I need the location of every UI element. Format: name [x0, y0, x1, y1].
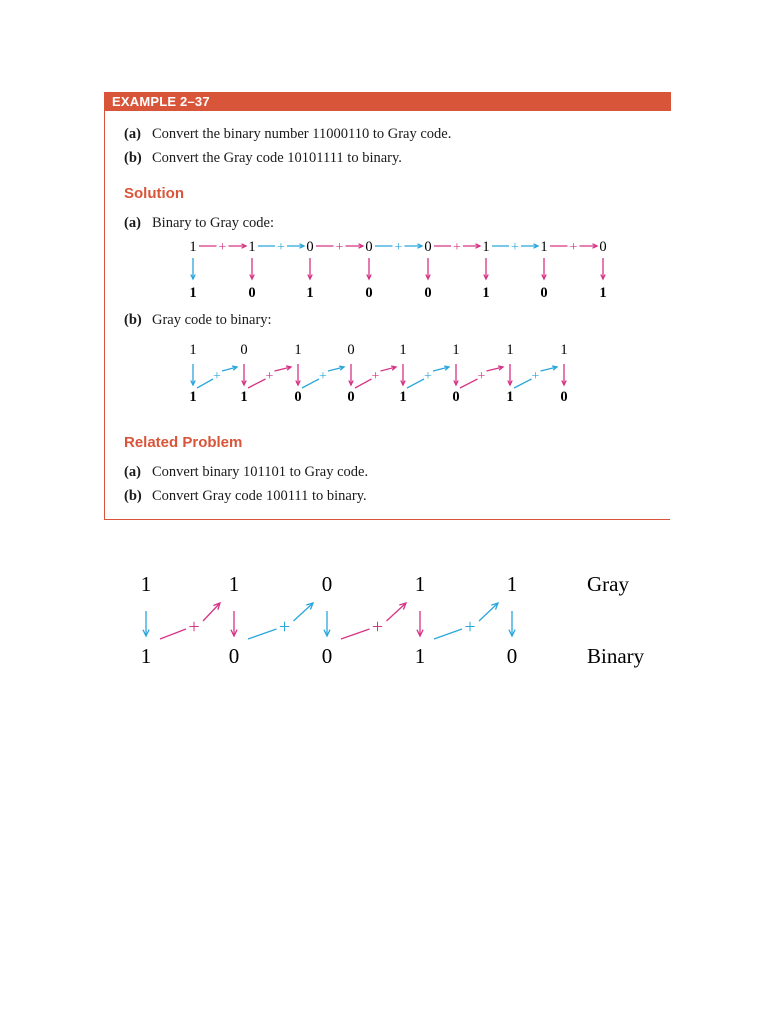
- binary-digit: 0: [452, 389, 460, 405]
- binary-digit: 1: [140, 644, 152, 668]
- binary-digit: 0: [424, 239, 432, 255]
- plus-sign: +: [453, 240, 461, 255]
- gray-digit: 1: [189, 342, 197, 358]
- plus-sign: +: [477, 369, 486, 384]
- binary-digit: 1: [540, 239, 548, 255]
- diag-line: [302, 379, 319, 388]
- diag-arrow: [387, 603, 407, 621]
- plus-sign: +: [277, 240, 285, 255]
- gray-digit: 1: [482, 285, 490, 300]
- part-a-text: Binary to Gray code:: [152, 215, 275, 231]
- diag-arrow: [479, 603, 498, 621]
- part-b-text: Gray code to binary:: [152, 312, 272, 328]
- diag-arrow: [203, 603, 220, 621]
- related-b: [124, 488, 367, 505]
- binary-digit: 0: [228, 644, 240, 668]
- part-b-label: [124, 312, 272, 329]
- gray-digit: 1: [506, 342, 514, 358]
- diag-line: [355, 379, 372, 388]
- binary-digit: 0: [599, 239, 607, 255]
- plus-sign: +: [511, 240, 519, 255]
- diag-line: [460, 379, 478, 388]
- diag-arrow: [294, 603, 314, 621]
- example-title: EXAMPLE 2–37: [105, 92, 671, 111]
- binary-digit: 1: [189, 239, 197, 255]
- binary-digit: 0: [560, 389, 568, 405]
- problem-a-text: Convert the binary number 11000110 to Gray code.: [152, 126, 452, 142]
- plus-sign: +: [278, 616, 291, 638]
- plus-sign: +: [569, 240, 578, 255]
- gray-digit: 1: [294, 342, 302, 358]
- binary-digit: 0: [365, 239, 373, 255]
- plus-sign: +: [319, 369, 327, 384]
- gray-digit: 1: [560, 342, 568, 358]
- gray-to-binary-figure: [120, 560, 680, 680]
- plus-sign: +: [265, 369, 274, 384]
- gray-digit: 0: [347, 342, 355, 358]
- binary-digit: 1: [399, 389, 407, 405]
- binary-digit: 1: [506, 389, 514, 405]
- binary-digit: 1: [248, 239, 256, 255]
- diag-line: [407, 379, 424, 388]
- plus-sign: +: [531, 369, 540, 384]
- gray-digit: 0: [240, 342, 248, 358]
- gray-label: Gray: [587, 572, 629, 596]
- plus-sign: +: [464, 616, 476, 638]
- gray-digit: 0: [321, 572, 333, 596]
- diag-line: [248, 379, 266, 388]
- diag-line: [514, 379, 532, 388]
- problem-a: [124, 126, 451, 143]
- gray-digit: 0: [248, 285, 256, 300]
- related-b-text: Convert Gray code 100111 to binary.: [152, 488, 367, 504]
- gray-digit: 0: [540, 285, 548, 300]
- diag-line: [341, 629, 370, 639]
- plus-sign: +: [424, 369, 432, 384]
- related-a: [124, 464, 368, 481]
- plus-sign: +: [394, 240, 403, 255]
- binary-digit: 0: [321, 644, 333, 668]
- binary-digit: 0: [294, 389, 302, 405]
- related-problem-heading: Related Problem: [124, 434, 243, 451]
- binary-digit: 1: [414, 644, 426, 668]
- part-a-tag: (a): [124, 215, 141, 231]
- gray-digit: 0: [365, 285, 373, 300]
- plus-sign: +: [213, 369, 221, 384]
- solution-heading: Solution: [124, 185, 184, 202]
- plus-sign: +: [218, 240, 227, 255]
- binary-digit: 0: [306, 239, 314, 255]
- gray-digit: 0: [424, 285, 432, 300]
- binary-to-gray-diagram: [105, 230, 671, 300]
- gray-digit: 1: [228, 572, 240, 596]
- example-box: [104, 92, 670, 520]
- gray-digit: 1: [452, 342, 460, 358]
- diag-line: [248, 629, 277, 639]
- diag-line: [434, 629, 462, 639]
- plus-sign: +: [335, 240, 344, 255]
- problem-b-text: Convert the Gray code 10101111 to binary.: [152, 150, 402, 166]
- problem-a-tag: (a): [124, 126, 141, 142]
- related-a-text: Convert binary 101101 to Gray code.: [152, 464, 369, 480]
- diag-line: [197, 379, 213, 388]
- gray-digit: 1: [399, 342, 407, 358]
- gray-digit: 1: [189, 285, 197, 300]
- gray-digit: 1: [599, 285, 607, 300]
- gray-to-binary-diagram: [105, 332, 671, 412]
- problem-b: [124, 150, 402, 167]
- binary-digit: 1: [240, 389, 248, 405]
- problem-b-tag: (b): [124, 150, 142, 166]
- diag-line: [160, 629, 186, 639]
- gray-digit: 1: [140, 572, 152, 596]
- binary-digit: 1: [482, 239, 490, 255]
- binary-label: Binary: [587, 644, 645, 668]
- plus-sign: +: [371, 616, 384, 638]
- binary-digit: 0: [347, 389, 355, 405]
- related-b-tag: (b): [124, 488, 142, 504]
- binary-digit: 0: [506, 644, 518, 668]
- gray-digit: 1: [506, 572, 518, 596]
- part-b-tag: (b): [124, 312, 142, 328]
- gray-digit: 1: [414, 572, 426, 596]
- related-a-tag: (a): [124, 464, 141, 480]
- gray-digit: 1: [306, 285, 314, 300]
- binary-digit: 1: [189, 389, 197, 405]
- plus-sign: +: [371, 369, 380, 384]
- plus-sign: +: [188, 616, 200, 638]
